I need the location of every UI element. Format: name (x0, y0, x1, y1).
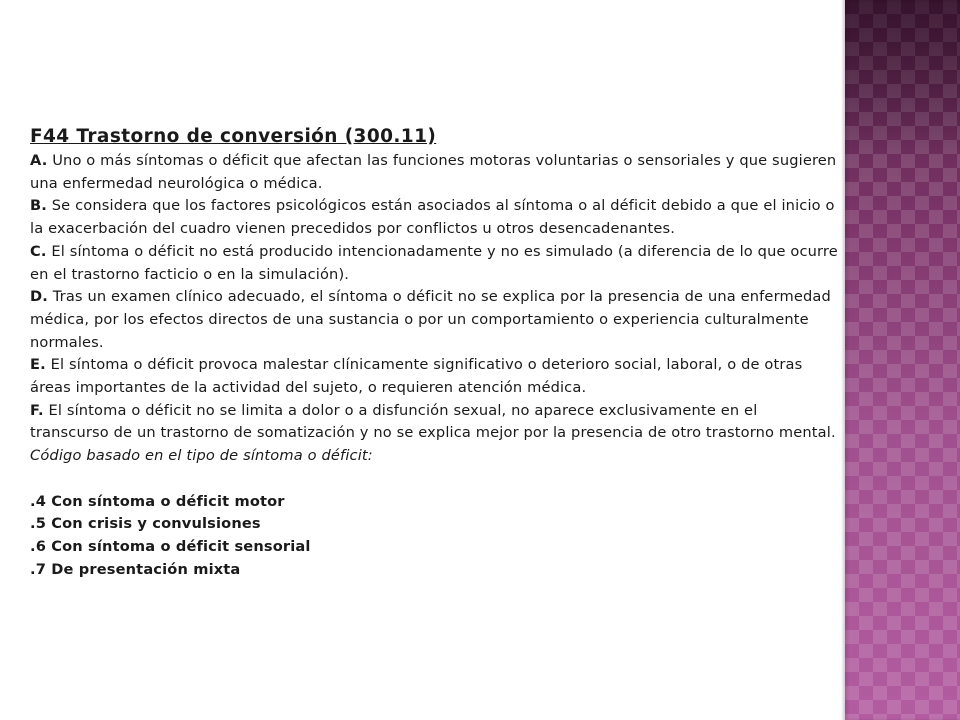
subtype-item: .5 Con crisis y convulsiones (30, 515, 261, 533)
decorative-side-panel (845, 0, 960, 720)
criterion-letter: A. (30, 152, 48, 169)
code-note: Código basado en el tipo de síntoma o déficit: (30, 447, 373, 465)
criterion-text: Tras un examen clínico adecuado, el síntoma o déficit no se explica por la presencia de una enfermedad médica, por los efectos directos de una sustancia o por un comportamiento o experiencia culturalmente normales. (30, 288, 831, 351)
criterion-text: Se considera que los factores psicológicos están asociados al síntoma o al déficit debido a que el inicio o la exacerbación del cuadro vienen precedidos por conflictos u otros desencadenantes. (30, 197, 835, 238)
subtype-list (30, 491, 838, 582)
subtype-item: .6 Con síntoma o déficit sensorial (30, 537, 311, 555)
criterion-text: Uno o más síntomas o déficit que afectan las funciones motoras voluntarias o sensoriales y que sugieren una enfermedad neurológica o médica. (30, 152, 837, 192)
subtype-item: .7 De presentación mixta (30, 560, 241, 578)
criterion-e (30, 354, 838, 399)
criterion-b (30, 195, 838, 240)
blank-line (30, 468, 838, 491)
subtype-item: .4 Con síntoma o déficit motor (30, 492, 285, 510)
criterion-a (30, 150, 838, 195)
slide-title: F44 Trastorno de conversión (300.11) (30, 126, 437, 147)
criterion-letter: F. (30, 401, 44, 419)
criterion-letter: C. (30, 242, 47, 260)
slide-content (30, 124, 838, 581)
criterion-text: El síntoma o déficit no se limita a dolor o a disfunción sexual, no aparece exclusivamente en el transcurso de un trastorno de somatización y no se explica mejor por la presencia de otro trastorno mental. (30, 401, 836, 442)
criterion-c (30, 241, 838, 286)
criterion-letter: D. (30, 288, 48, 306)
criterion-d (30, 286, 838, 354)
criterion-letter: E. (30, 356, 46, 374)
criterion-f (30, 400, 838, 445)
criterion-text: El síntoma o déficit no está producido intencionadamente y no es simulado (a diferencia de lo que ocurre en el trastorno facticio o en la simulación). (30, 242, 838, 283)
criterion-text: El síntoma o déficit provoca malestar clínicamente significativo o deterioro social, laboral, o de otras áreas importantes de la actividad del sujeto, o requieren atención médica. (30, 356, 803, 397)
criterion-letter: B. (30, 197, 47, 215)
